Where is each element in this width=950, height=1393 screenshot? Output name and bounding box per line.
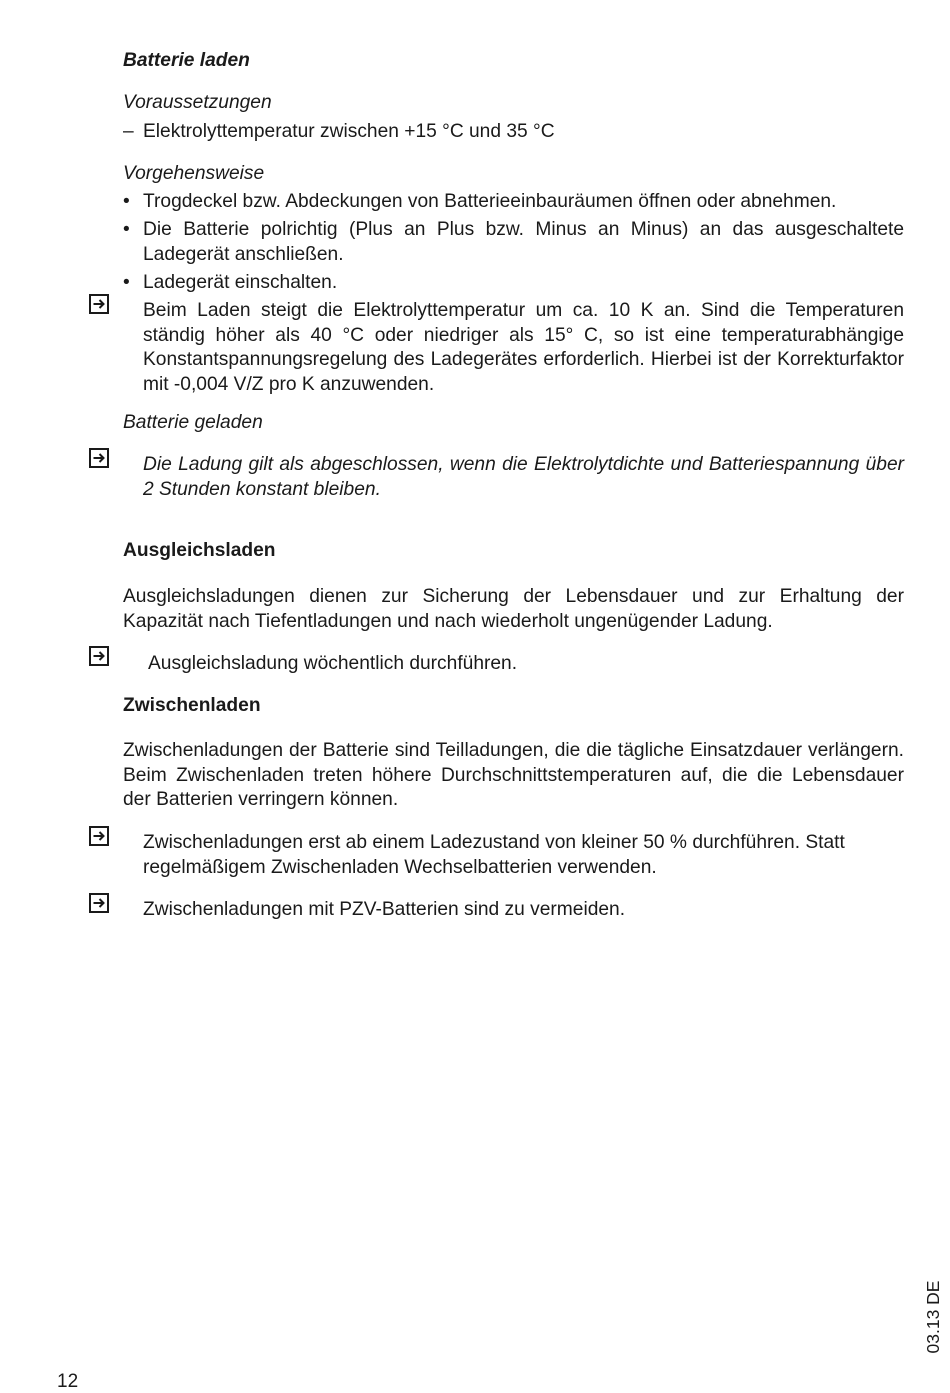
note-arrow-icon bbox=[89, 448, 109, 468]
label-voraussetzungen: Voraussetzungen bbox=[123, 92, 272, 113]
zwischenladen-text: Zwischenladungen der Batterie sind Teilladungen, die die tägliche Einsatzdauer verlängern. Beim Zwischenladen treten höhere Durchschnittstemperaturen auf, die die Lebensdauer der Batterien verringern können. bbox=[123, 740, 904, 811]
ausgleichsladen-text: Ausgleichsladungen dienen zur Sicherung der Lebensdauer und zur Erhaltung der Kapazität nach Tiefentladungen und nach wiederholt ungenügender Ladung. bbox=[123, 586, 904, 632]
list-item: Trogdeckel bzw. Abdeckungen von Batterieeinbauräumen öffnen oder abnehmen. bbox=[143, 191, 837, 212]
section-heading-ausgleichsladen: Ausgleichsladen bbox=[123, 540, 276, 561]
note-arrow-icon bbox=[89, 646, 109, 666]
page-number: 12 bbox=[57, 1371, 79, 1392]
bullet-marker: • bbox=[123, 219, 130, 240]
section-heading-batterie-laden: Batterie laden bbox=[123, 50, 250, 71]
condition-text: Elektrolyttemperatur zwischen +15 °C und 35 °C bbox=[143, 121, 555, 142]
note-ausgleichsladung: Ausgleichsladung wöchentlich durchführen. bbox=[148, 653, 518, 674]
note-arrow-icon bbox=[89, 893, 109, 913]
note-zwischenladen-2: Zwischenladungen mit PZV-Batterien sind zu vermeiden. bbox=[143, 899, 626, 920]
note-zwischenladen-1: Zwischenladungen erst ab einem Ladezustand von kleiner 50 % durchführen. Statt regelmäßigem Zwischenladen Wechselbatterien verwenden. bbox=[143, 832, 845, 878]
label-vorgehensweise: Vorgehensweise bbox=[123, 163, 265, 184]
section-heading-zwischenladen: Zwischenladen bbox=[123, 695, 261, 716]
note-arrow-icon bbox=[89, 826, 109, 846]
list-item: Die Batterie polrichtig (Plus an Plus bzw. Minus an Minus) an das ausgeschaltete Ladegerät anschließen. bbox=[143, 219, 904, 265]
list-item: Ladegerät einschalten. bbox=[143, 272, 338, 293]
note-arrow-icon bbox=[89, 294, 109, 314]
dash-marker: – bbox=[123, 121, 134, 142]
note-temperature: Beim Laden steigt die Elektrolyttemperatur um ca. 10 K an. Sind die Temperaturen ständig höher als 40 °C oder niedriger als 15° C, so ist eine temperaturabhängige Konstantspannungsregelung des Ladegerätes erforderlich. Hierbei ist der Korrekturfaktor mit -0,004 V/Z pro K anzuwenden. bbox=[143, 300, 904, 395]
edition-label bbox=[922, 1277, 944, 1357]
edition-text: 03.13 DE bbox=[923, 1280, 943, 1354]
bullet-marker: • bbox=[123, 272, 130, 293]
bullet-marker: • bbox=[123, 191, 130, 212]
label-batterie-geladen: Batterie geladen bbox=[123, 412, 263, 433]
note-batterie-geladen: Die Ladung gilt als abgeschlossen, wenn die Elektrolytdichte und Batteriespannung über 2 Stunden konstant bleiben. bbox=[143, 454, 904, 500]
